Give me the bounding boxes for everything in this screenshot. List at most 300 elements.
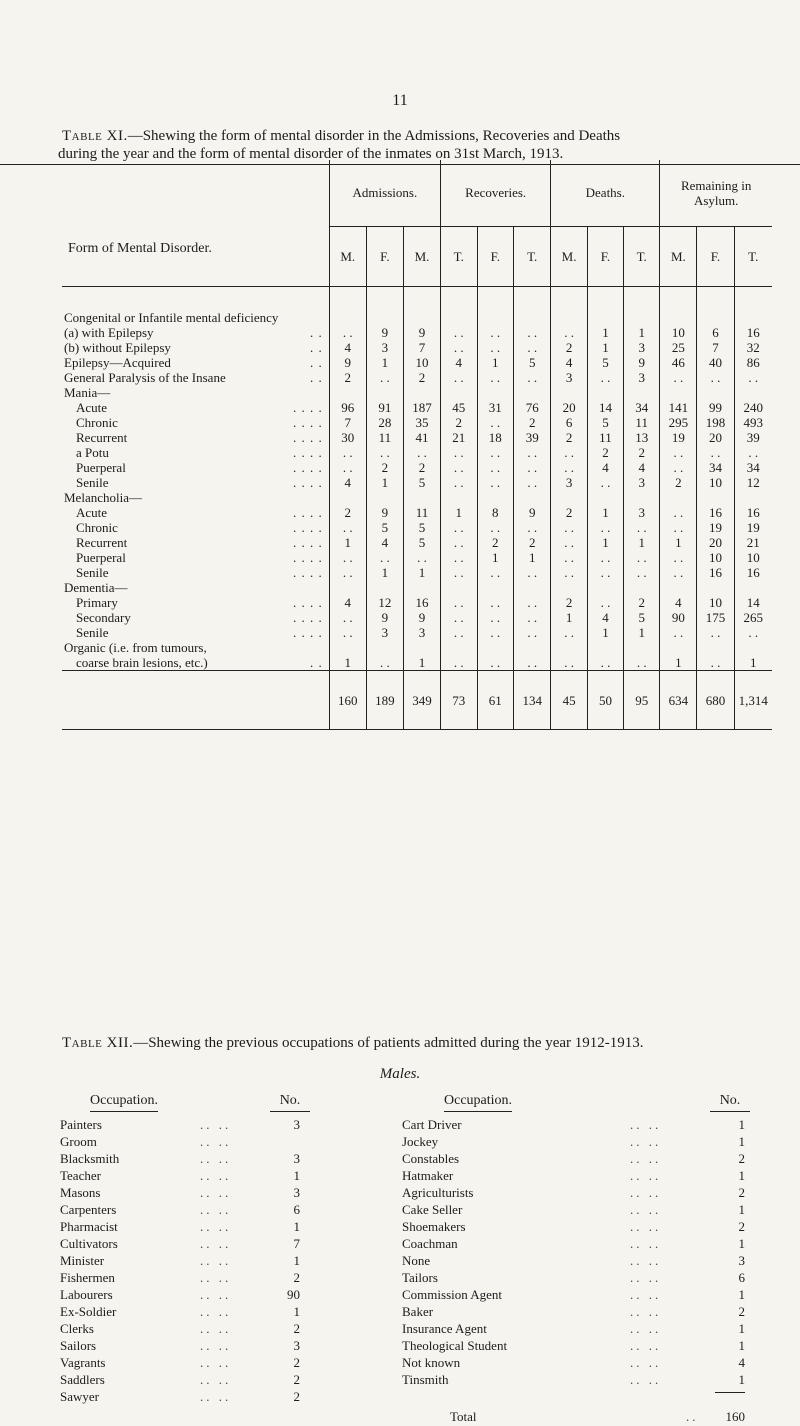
occupation-count: 2: [738, 1304, 745, 1319]
table11-label: Table XI.: [62, 128, 128, 144]
cell: [441, 490, 478, 505]
row-label: [62, 550, 329, 565]
cell: [624, 310, 660, 325]
cell: 5: [366, 520, 403, 535]
cell: . .: [587, 370, 623, 385]
cell: 3: [403, 625, 440, 640]
table-row: [62, 430, 772, 445]
table-row: [62, 415, 772, 430]
leader-dots: .. ..: [200, 1202, 232, 1217]
occupation-name: Insurance Agent: [402, 1321, 487, 1336]
table-row: [62, 640, 772, 655]
cell: 1: [734, 655, 772, 671]
leader-dots: .. ..: [200, 1270, 232, 1285]
cell: 2: [366, 460, 403, 475]
occupation-count: 3: [293, 1338, 300, 1353]
cell: . .: [551, 625, 587, 640]
list-item: [400, 1303, 750, 1320]
leader-dots: .. ..: [630, 1321, 662, 1336]
leader-dots: .. ..: [200, 1168, 232, 1183]
list-item: [400, 1235, 750, 1252]
table-row: [62, 400, 772, 415]
occupation-name: Cart Driver: [402, 1117, 462, 1132]
cell: . .: [329, 325, 366, 340]
cell: 4: [366, 535, 403, 550]
table-row: [62, 340, 772, 355]
cell: . .: [329, 550, 366, 565]
cell: . .: [660, 520, 697, 535]
cell: 1: [624, 535, 660, 550]
list-item: [60, 1354, 380, 1371]
occupation-count: 2: [293, 1372, 300, 1387]
leader-dots: . .: [309, 325, 323, 340]
row-label: [62, 400, 329, 415]
occupation-name: Sawyer: [60, 1389, 99, 1404]
occupation-count: 2: [738, 1151, 745, 1166]
cell: 198: [697, 415, 734, 430]
leader-dots: .. ..: [630, 1304, 662, 1319]
cell: . .: [366, 370, 403, 385]
total-dots: ..: [686, 1409, 699, 1424]
cell: 4: [587, 610, 623, 625]
cell: 1: [660, 655, 697, 671]
leader-dots: . . . .: [292, 400, 323, 415]
occupation-count: 1: [738, 1287, 745, 1302]
cell: 9: [366, 610, 403, 625]
cell: . .: [587, 550, 623, 565]
occupation-name: Baker: [402, 1304, 434, 1319]
cell: [551, 385, 587, 400]
row-label-text: Senile: [76, 475, 109, 490]
cell: 9: [624, 355, 660, 370]
leader-dots: .. ..: [200, 1117, 232, 1132]
row-label-text: Puerperal: [76, 460, 126, 475]
occupation-count: 1: [293, 1219, 300, 1234]
total-rule: [715, 1392, 745, 1393]
cell: 21: [441, 430, 478, 445]
row-label-text: Puerperal: [76, 550, 126, 565]
cell: 9: [366, 325, 403, 340]
cell: [403, 580, 440, 595]
row-label-text: coarse brain lesions, etc.): [76, 655, 208, 670]
occupation-count: 1: [738, 1372, 745, 1387]
cell: . .: [477, 610, 514, 625]
cell: . .: [366, 550, 403, 565]
cell: 4: [587, 460, 623, 475]
table12-subtitle: Males.: [379, 1066, 421, 1082]
occupation-name: Masons: [60, 1185, 101, 1200]
cell: . .: [477, 340, 514, 355]
list-item: [400, 1320, 750, 1337]
occupation-count: 2: [293, 1389, 300, 1404]
cell: 14: [734, 595, 772, 610]
cell: . .: [441, 550, 478, 565]
cell: 19: [660, 430, 697, 445]
row-label: [62, 445, 329, 460]
total-cell: 134: [514, 671, 551, 730]
cell: 1: [477, 550, 514, 565]
cell: . .: [587, 655, 623, 671]
occupation-name: Saddlers: [60, 1372, 105, 1387]
cell: . .: [624, 565, 660, 580]
cell: 2: [587, 445, 623, 460]
cell: [660, 490, 697, 505]
leader-dots: . . . .: [292, 610, 323, 625]
occupation-name: Agriculturists: [402, 1185, 474, 1200]
cell: . .: [441, 445, 478, 460]
row-label: [62, 625, 329, 640]
cell: [477, 580, 514, 595]
occupation-header-right: Occupation.: [444, 1092, 512, 1112]
leader-dots: . .: [309, 355, 323, 370]
cell: 91: [366, 400, 403, 415]
cell: . .: [514, 460, 551, 475]
cell: 141: [660, 400, 697, 415]
occupation-count: 1: [738, 1168, 745, 1183]
row-label: [62, 640, 329, 655]
table12-label: Table XII.: [62, 1035, 134, 1051]
cell: 99: [697, 400, 734, 415]
cell: 2: [477, 535, 514, 550]
cell: [697, 580, 734, 595]
occupation-name: Painters: [60, 1117, 102, 1132]
cell: . .: [329, 610, 366, 625]
cell: . .: [551, 445, 587, 460]
cell: 34: [734, 460, 772, 475]
no-header-left: No.: [270, 1092, 310, 1112]
row-label: [62, 475, 329, 490]
cell: [441, 310, 478, 325]
row-label: [62, 355, 329, 370]
leader-dots: .. ..: [200, 1389, 232, 1404]
cell: . .: [514, 325, 551, 340]
cell: 4: [441, 355, 478, 370]
occupation-name: Clerks: [60, 1321, 94, 1336]
cell: 25: [660, 340, 697, 355]
cell: [403, 490, 440, 505]
total-cell: 50: [587, 671, 623, 730]
leader-dots: .. ..: [200, 1321, 232, 1336]
cell: 2: [403, 370, 440, 385]
cell: . .: [514, 595, 551, 610]
cell: [551, 490, 587, 505]
table-row: [62, 610, 772, 625]
cell: 2: [551, 595, 587, 610]
occupation-name: Jockey: [402, 1134, 439, 1149]
cell: [660, 640, 697, 655]
leader-dots: .. ..: [630, 1202, 662, 1217]
cell: 1: [587, 535, 623, 550]
cell: . .: [366, 655, 403, 671]
cell: 11: [624, 415, 660, 430]
cell: [329, 310, 366, 325]
occupation-count: 1: [293, 1304, 300, 1319]
row-label: [62, 595, 329, 610]
cell: [660, 310, 697, 325]
cell: . .: [441, 325, 478, 340]
cell: 1: [366, 565, 403, 580]
cell: 2: [624, 445, 660, 460]
list-item: [400, 1286, 750, 1303]
cell: . .: [624, 550, 660, 565]
occupation-header-left: Occupation.: [90, 1092, 158, 1112]
row-label: [62, 385, 329, 400]
cell: 9: [403, 610, 440, 625]
cell: . .: [403, 550, 440, 565]
cell: [734, 310, 772, 325]
row-label-text: Secondary: [76, 610, 131, 625]
occupation-name: Pharmacist: [60, 1219, 118, 1234]
cell: 1: [587, 505, 623, 520]
row-label: [62, 460, 329, 475]
cell: [366, 490, 403, 505]
leader-dots: .. ..: [630, 1270, 662, 1285]
cell: 2: [660, 475, 697, 490]
cell: . .: [551, 550, 587, 565]
cell: 1: [403, 565, 440, 580]
cell: . .: [587, 475, 623, 490]
cell: 3: [624, 340, 660, 355]
leader-dots: .. ..: [200, 1355, 232, 1370]
list-item: [60, 1116, 380, 1133]
leader-dots: . . . .: [292, 535, 323, 550]
cell: . .: [366, 445, 403, 460]
cell: [514, 580, 551, 595]
row-label-text: Senile: [76, 625, 109, 640]
occupation-count: 2: [738, 1185, 745, 1200]
occupation-count: 6: [738, 1270, 745, 1285]
occupation-count: 1: [293, 1168, 300, 1183]
row-label: [62, 655, 329, 671]
sub-header: M.: [551, 226, 587, 286]
row-label-text: (a) with Epilepsy: [64, 325, 154, 340]
list-item: [60, 1184, 380, 1201]
cell: 7: [697, 340, 734, 355]
list-item: [400, 1371, 750, 1388]
cell: 35: [403, 415, 440, 430]
cell: 12: [734, 475, 772, 490]
table-row: [62, 475, 772, 490]
cell: 5: [403, 535, 440, 550]
list-item: [60, 1320, 380, 1337]
cell: . .: [697, 625, 734, 640]
cell: 1: [329, 655, 366, 671]
cell: 6: [551, 415, 587, 430]
cell: 1: [441, 505, 478, 520]
sub-header: T.: [514, 226, 551, 286]
group-header-remaining: Remaining in Asylum.: [660, 160, 772, 226]
cell: 7: [329, 415, 366, 430]
leader-dots: .. ..: [630, 1355, 662, 1370]
leader-dots: . .: [309, 340, 323, 355]
cell: . .: [329, 625, 366, 640]
cell: 3: [366, 340, 403, 355]
cell: 1: [587, 340, 623, 355]
cell: . .: [477, 370, 514, 385]
cell: [366, 640, 403, 655]
row-label: [62, 565, 329, 580]
total-cell: 349: [403, 671, 440, 730]
cell: 16: [734, 325, 772, 340]
cell: [366, 385, 403, 400]
cell: 13: [624, 430, 660, 445]
cell: [329, 490, 366, 505]
occupation-name: Carpenters: [60, 1202, 117, 1217]
leader-dots: .. ..: [200, 1219, 232, 1234]
table11: [62, 160, 772, 732]
cell: [624, 580, 660, 595]
list-item: [400, 1167, 750, 1184]
occupation-name: Tinsmith: [402, 1372, 449, 1387]
cell: 1: [329, 535, 366, 550]
cell: . .: [514, 520, 551, 535]
row-label-text: a Potu: [76, 445, 109, 460]
row-label: [62, 415, 329, 430]
cell: [441, 385, 478, 400]
row-label-text: Mania—: [64, 385, 111, 400]
cell: . .: [514, 445, 551, 460]
cell: . .: [660, 370, 697, 385]
cell: 9: [366, 505, 403, 520]
leader-dots: .. ..: [630, 1253, 662, 1268]
row-label-text: Senile: [76, 565, 109, 580]
cell: 1: [660, 535, 697, 550]
leader-dots: . . . .: [292, 475, 323, 490]
cell: 41: [403, 430, 440, 445]
cell: . .: [477, 565, 514, 580]
leader-dots: . . . .: [292, 625, 323, 640]
occupation-name: Not known: [402, 1355, 461, 1370]
row-label-text: Dementia—: [64, 580, 128, 595]
table-row: [62, 535, 772, 550]
total-cell: 160: [329, 671, 366, 730]
table-row: [62, 355, 772, 370]
cell: 10: [660, 325, 697, 340]
group-header-admissions: Admissions.: [329, 160, 440, 226]
leader-dots: .. ..: [200, 1236, 232, 1251]
cell: 9: [403, 325, 440, 340]
table-row: [62, 490, 772, 505]
cell: [514, 310, 551, 325]
cell: [587, 640, 623, 655]
list-item: [400, 1337, 750, 1354]
leader-dots: .. ..: [200, 1287, 232, 1302]
occupation-name: Cake Seller: [402, 1202, 463, 1217]
cell: 2: [514, 535, 551, 550]
cell: 14: [587, 400, 623, 415]
leader-dots: . . . .: [292, 520, 323, 535]
row-label: [62, 370, 329, 385]
sub-header: T.: [734, 226, 772, 286]
cell: 2: [551, 430, 587, 445]
cell: . .: [551, 535, 587, 550]
row-label-text: Chronic: [76, 520, 118, 535]
sub-header: M.: [403, 226, 440, 286]
cell: . .: [477, 595, 514, 610]
occupation-count: 1: [738, 1202, 745, 1217]
leader-dots: .. ..: [200, 1253, 232, 1268]
cell: 3: [624, 505, 660, 520]
cell: 3: [551, 370, 587, 385]
leader-dots: . . . .: [292, 430, 323, 445]
cell: . .: [441, 340, 478, 355]
total-cell: 634: [660, 671, 697, 730]
cell: . .: [624, 520, 660, 535]
cell: [403, 310, 440, 325]
leader-dots: .. ..: [630, 1168, 662, 1183]
cell: 40: [697, 355, 734, 370]
cell: . .: [477, 475, 514, 490]
leader-dots: .. ..: [630, 1287, 662, 1302]
cell: . .: [477, 655, 514, 671]
total-cell: 61: [477, 671, 514, 730]
cell: 10: [734, 550, 772, 565]
cell: 1: [366, 475, 403, 490]
cell: [697, 385, 734, 400]
no-header-right: No.: [710, 1092, 750, 1112]
cell: 16: [697, 565, 734, 580]
cell: [587, 580, 623, 595]
leader-dots: .. ..: [630, 1219, 662, 1234]
cell: [366, 580, 403, 595]
cell: 2: [329, 370, 366, 385]
cell: . .: [441, 625, 478, 640]
cell: 19: [697, 520, 734, 535]
leader-dots: . . . .: [292, 505, 323, 520]
occupation-count: 2: [293, 1321, 300, 1336]
total-cell: 73: [441, 671, 478, 730]
occupation-count: 3: [293, 1185, 300, 1200]
cell: 20: [697, 535, 734, 550]
occupation-count: 3: [293, 1151, 300, 1166]
cell: . .: [441, 520, 478, 535]
cell: [587, 490, 623, 505]
occupation-count: 2: [293, 1355, 300, 1370]
cell: . .: [441, 655, 478, 671]
cell: [624, 640, 660, 655]
table-row: [62, 565, 772, 580]
cell: 46: [660, 355, 697, 370]
cell: 18: [477, 430, 514, 445]
row-label: [62, 430, 329, 445]
occupation-count: 3: [293, 1117, 300, 1132]
cell: . .: [329, 520, 366, 535]
cell: 493: [734, 415, 772, 430]
cell: 11: [587, 430, 623, 445]
row-label-text: Acute: [76, 400, 108, 415]
cell: . .: [514, 475, 551, 490]
cell: 240: [734, 400, 772, 415]
cell: . .: [403, 445, 440, 460]
list-item: [60, 1337, 380, 1354]
cell: 86: [734, 355, 772, 370]
totals-label: [62, 671, 329, 730]
table11-caption-line2: during the year and the form of mental disorder of the inmates on 31st March, 1913.: [58, 146, 564, 162]
cell: . .: [329, 460, 366, 475]
occupation-name: Constables: [402, 1151, 460, 1166]
table-row: [62, 370, 772, 385]
occupation-count: 1: [293, 1253, 300, 1268]
table11-caption-line1: —Shewing the form of mental disorder in the Admissions, Recoveries and Deaths: [127, 128, 621, 144]
occupation-column-left: [60, 1092, 380, 1405]
cell: 2: [551, 505, 587, 520]
cell: 10: [697, 550, 734, 565]
row-label: [62, 325, 329, 340]
list-item: [400, 1116, 750, 1133]
cell: [477, 490, 514, 505]
cell: 3: [366, 625, 403, 640]
cell: [329, 640, 366, 655]
